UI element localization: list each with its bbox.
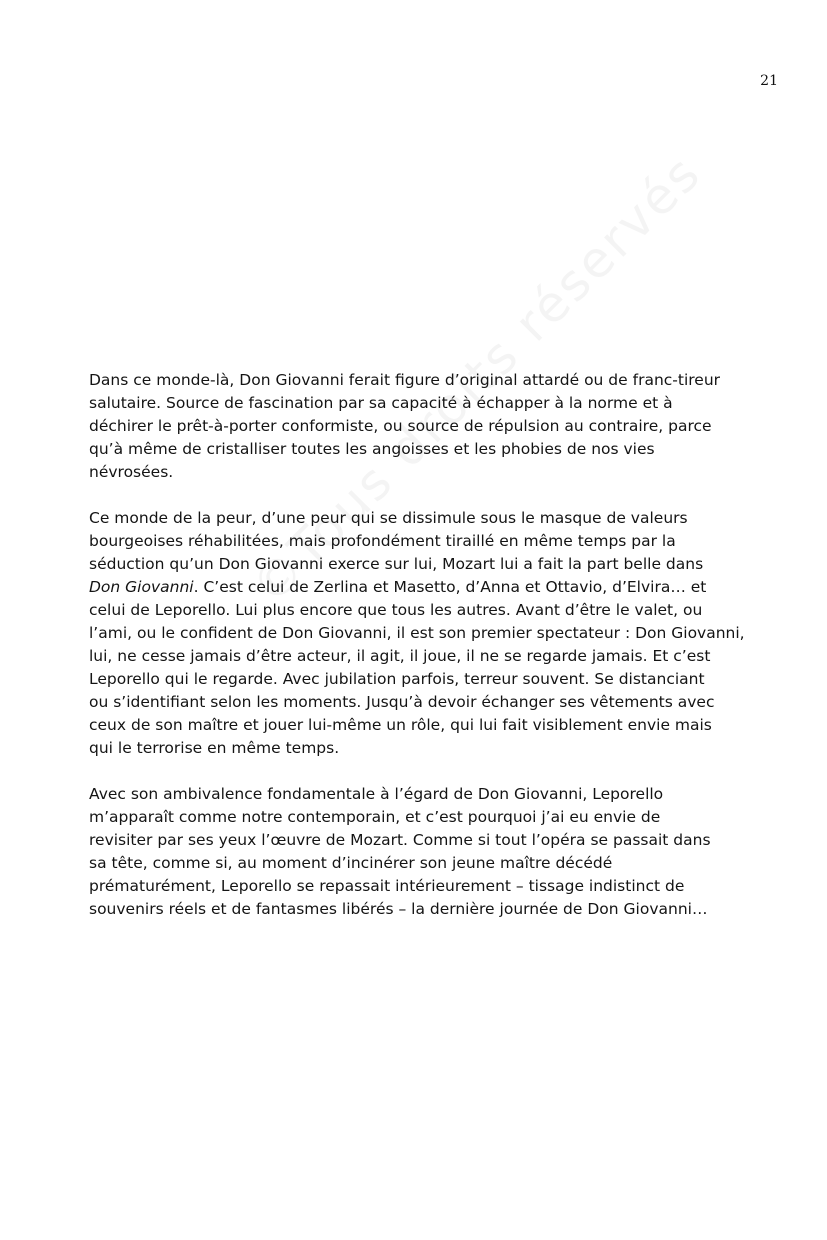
text-line: bourgeoises réhabilitées, mais profondément tiraillé en même temps par la <box>89 532 676 550</box>
text-line: qui le terrorise en même temps. <box>89 739 340 757</box>
paragraph-3 <box>89 783 749 921</box>
text-line: revisiter par ses yeux l’œuvre de Mozart. Comme si tout l’opéra se passait dans <box>89 831 711 849</box>
text-line: Leporello qui le regarde. Avec jubilation parfois, terreur souvent. Se distanciant <box>89 670 705 688</box>
text-line-rest: . C’est celui de Zerlina et Masetto, d’Anna et Ottavio, d’Elvira… et <box>193 578 707 596</box>
text-line: salutaire. Source de fascination par sa capacité à échapper à la norme et à <box>89 394 673 412</box>
text-line: l’ami, ou le confident de Don Giovanni, il est son premier spectateur : Don Giovanni, <box>89 624 745 642</box>
text-line: souvenirs réels et de fantasmes libérés – la dernière journée de Don Giovanni… <box>89 900 708 918</box>
paragraph-1 <box>89 369 749 484</box>
text-line: prématurément, Leporello se repassait intérieurement – tissage indistinct de <box>89 877 685 895</box>
text-line: m’apparaît comme notre contemporain, et c’est pourquoi j’ai eu envie de <box>89 808 661 826</box>
text-line-with-title <box>89 576 749 599</box>
text-line: ceux de son maître et jouer lui-même un rôle, qui lui fait visiblement envie mais <box>89 716 712 734</box>
paragraph-2 <box>89 507 749 760</box>
text-line: Avec son ambivalence fondamentale à l’égard de Don Giovanni, Leporello <box>89 785 664 803</box>
opera-title: Don Giovanni <box>89 578 194 596</box>
text-line: ou s’identifiant selon les moments. Jusqu’à devoir échanger ses vêtements avec <box>89 693 715 711</box>
text-line: sa tête, comme si, au moment d’incinérer son jeune maître décédé <box>89 854 613 872</box>
text-line: qu’à même de cristalliser toutes les angoisses et les phobies de nos vies <box>89 440 655 458</box>
page-number: 21 <box>760 73 778 89</box>
text-line: névrosées. <box>89 463 174 481</box>
text-line: Ce monde de la peur, d’une peur qui se dissimule sous le masque de valeurs <box>89 509 688 527</box>
text-line: celui de Leporello. Lui plus encore que tous les autres. Avant d’être le valet, ou <box>89 601 703 619</box>
body-text <box>89 369 749 944</box>
text-line: Dans ce monde-là, Don Giovanni ferait figure d’original attardé ou de franc-tireur <box>89 371 721 389</box>
text-line: déchirer le prêt-à-porter conformiste, ou source de répulsion au contraire, parce <box>89 417 712 435</box>
text-line: séduction qu’un Don Giovanni exerce sur lui, Mozart lui a fait la part belle dans <box>89 555 704 573</box>
text-line: lui, ne cesse jamais d’être acteur, il agit, il joue, il ne se regarde jamais. Et c’est <box>89 647 711 665</box>
